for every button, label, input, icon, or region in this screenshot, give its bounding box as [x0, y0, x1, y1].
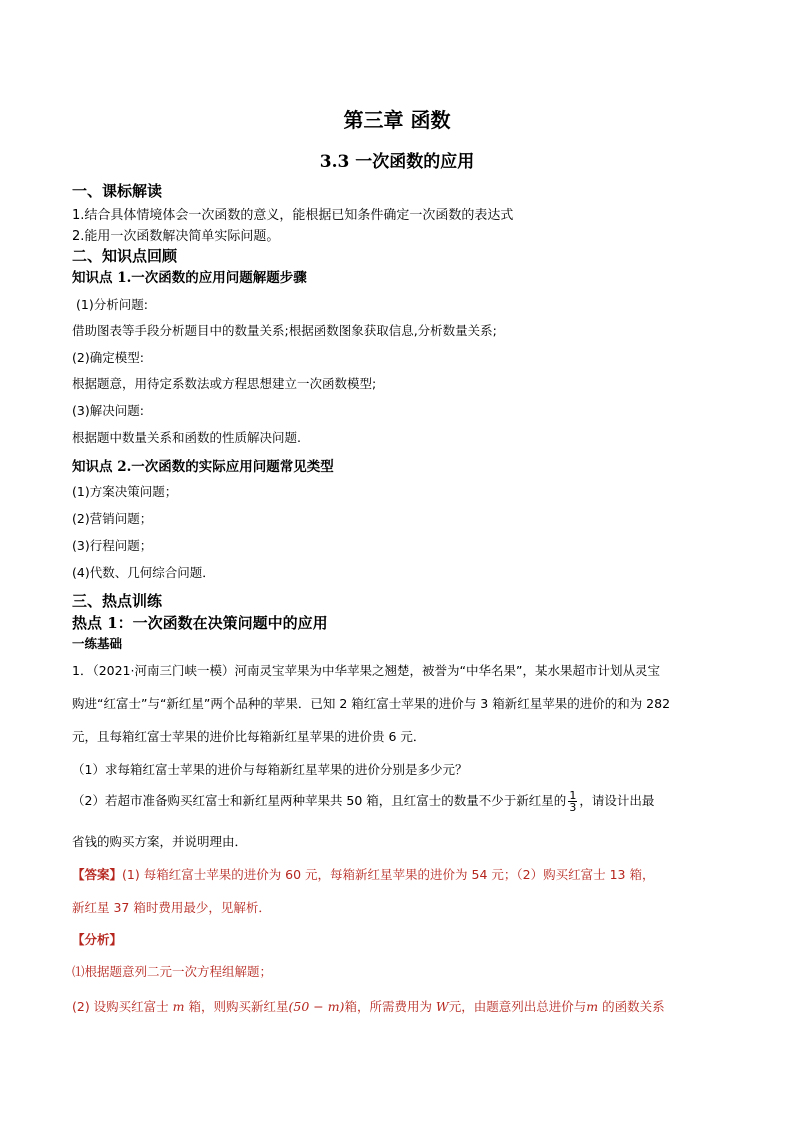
expression-50-minus-m: (50 − m): [288, 999, 345, 1014]
kp1-step-3-text: 根据题中数量关系和函数的性质解决问题.: [72, 430, 301, 445]
fraction-numerator: 1: [569, 789, 577, 802]
kp1-step-1-text: 借助图表等手段分析题目中的数量关系;根据函数图象获取信息,分析数量关系;: [72, 323, 497, 338]
analysis-tag: 【分析】: [72, 932, 123, 947]
variable-m-2: m: [586, 999, 599, 1014]
analysis-line-2: [72, 997, 665, 1015]
answer-line-2: 新红星 37 箱时费用最少，见解析．: [72, 900, 271, 915]
answer-line-1: [72, 865, 654, 883]
question-1-sub-2-post: ，请设计出最: [579, 793, 655, 808]
kp2-item-4: (4)代数、几何综合问题．: [72, 565, 215, 580]
kp1-step-2-text: 根据题意，用待定系数法或方程思想建立一次函数模型;: [72, 376, 377, 391]
analysis-line-1: ⑴根据题意列二元一次方程组解题；: [72, 964, 273, 979]
question-1-line-3: 元，且每箱红富士苹果的进价比每箱新红星苹果的进价贵 6 元．: [72, 729, 426, 744]
section-title: 3.3 一次函数的应用: [319, 152, 475, 172]
knowledge-point-1-title: 知识点 1.一次函数的应用问题解题步骤: [72, 270, 307, 286]
section-heading-3: 三、热点训练: [72, 592, 163, 610]
analysis-line-2-d: 元，由题意列出总进价与: [448, 999, 587, 1014]
answer-tag: 【答案】: [72, 867, 123, 882]
analysis-line-2-e: 的函数关系: [598, 999, 665, 1014]
question-1-sub-2-line-2: 省钱的购买方案，并说明理由．: [72, 834, 248, 849]
kp2-item-2: (2)营销问题；: [72, 511, 153, 526]
hotspot-1-title: 热点 1：一次函数在决策问题中的应用: [72, 614, 328, 632]
variable-m: m: [172, 999, 185, 1014]
fraction-one-third: [568, 790, 577, 813]
curriculum-item-1: 1.结合具体情境体会一次函数的意义，能根据已知条件确定一次函数的表达式: [72, 208, 514, 223]
kp2-item-1: (1)方案决策问题；: [72, 484, 178, 499]
kp1-step-3: (3)解决问题:: [72, 403, 144, 418]
practice-label: 一练基础: [72, 636, 123, 651]
section-heading-1: 一、课标解读: [72, 182, 163, 200]
analysis-line-2-a: (2) 设购买红富士: [72, 999, 173, 1014]
variable-w: W: [435, 999, 449, 1014]
kp1-step-1: (1)分析问题:: [76, 297, 148, 312]
kp2-item-3: (3)行程问题；: [72, 538, 153, 553]
question-1-sub-2: [72, 790, 654, 813]
analysis-line-2-c: 箱，所需费用为: [344, 999, 436, 1014]
chapter-title: 第三章 函数: [343, 108, 451, 132]
knowledge-point-2-title: 知识点 2.一次函数的实际应用问题常见类型: [72, 459, 334, 475]
question-1-sub-2-pre: （2）若超市准备购买红富士和新红星两种苹果共 50 箱，且红富士的数量不少于新红星的: [72, 793, 567, 808]
answer-text-1: (1) 每箱红富士苹果的进价为 60 元，每箱新红星苹果的进价为 54 元；（2）购买红富士 13 箱，: [122, 867, 655, 882]
question-1-sub-1: （1）求每箱红富士苹果的进价与每箱新红星苹果的进价分别是多少元？: [72, 762, 468, 777]
analysis-line-2-b: 箱，则购买新红星: [184, 999, 289, 1014]
question-1-line-1: 1．（2021·河南三门峡一模）河南灵宝苹果为中华苹果之翘楚，被誉为“中华名果”，某水果超市计划从灵宝: [72, 663, 660, 678]
section-heading-2: 二、知识点回顾: [72, 247, 178, 265]
kp1-step-2: (2)确定模型:: [72, 350, 144, 365]
fraction-denominator: 3: [569, 801, 577, 814]
question-1-line-2: 购进“红富士”与“新红星”两个品种的苹果．已知 2 箱红富士苹果的进价与 3 箱新红星苹果的进价的和为 282: [72, 696, 671, 711]
curriculum-item-2: 2.能用一次函数解决简单实际问题。: [72, 229, 280, 244]
